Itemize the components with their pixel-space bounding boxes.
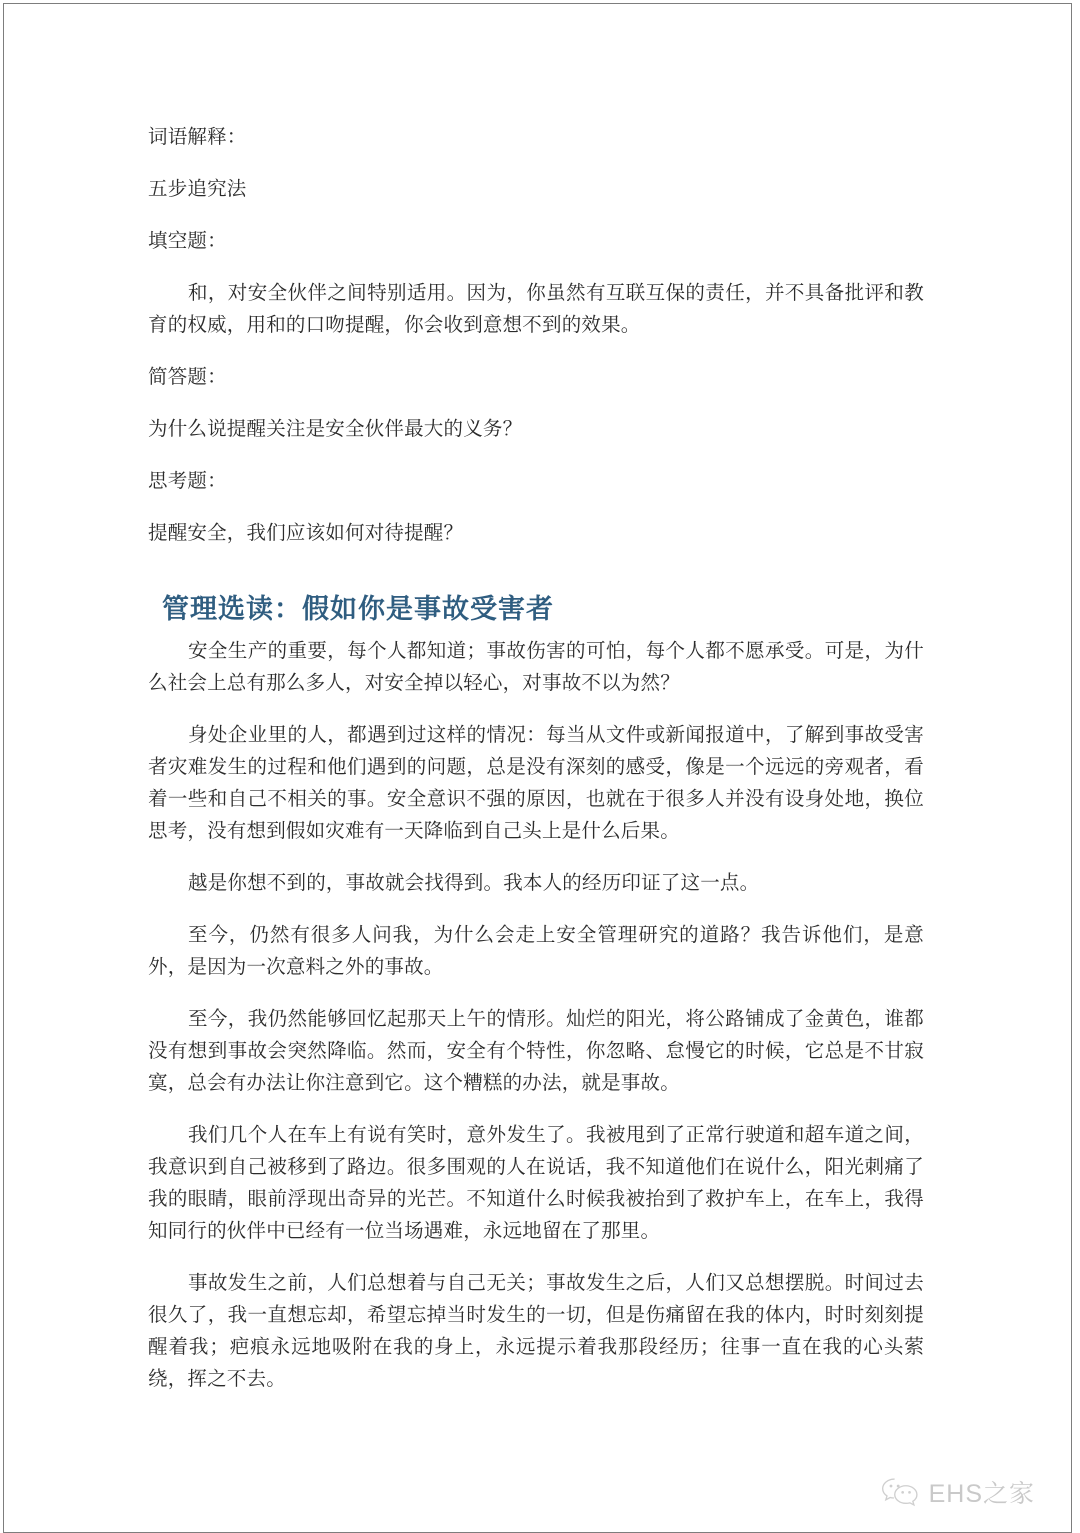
article-paragraph: 事故发生之前，人们总想着与自己无关；事故发生之后，人们又总想摆脱。时间过去很久了，我一直想忘却，希望忘掉当时发生的一切，但是伤痛留在我的体内，时时刻刻提醒着我；疤痕永远地吸附在我的身上，永远提示着我那段经历；往事一直在我的心头萦绕，挥之不去。 (148, 1273, 924, 1390)
article-paragraph: 安全生产的重要，每个人都知道；事故伤害的可怕，每个人都不愿承受。可是，为什么社会上总有那么多人，对安全掉以轻心，对事故不以为然？ (148, 641, 924, 694)
short-answer-label: 简答题： (148, 367, 227, 388)
wechat-icon (880, 1475, 920, 1509)
term-explanation-label: 词语解释： (148, 127, 247, 148)
article-paragraph: 至今，仍然有很多人问我，为什么会走上安全管理研究的道路？我告诉他们，是意外，是因为一次意料之外的事故。 (148, 925, 924, 978)
short-answer-body: 为什么说提醒关注是安全伙伴最大的义务？ (148, 419, 523, 440)
article-paragraph: 我们几个人在车上有说有笑时，意外发生了。我被甩到了正常行驶道和超车道之间，我意识到自己被移到了路边。很多围观的人在说话，我不知道他们在说什么，阳光刺痛了我的眼睛，眼前浮现出奇异的光芒。不知道什么时候我被抬到了救护车上，在车上，我得知同行的伙伴中已经有一位当场遇难，永远地留在了那里。 (148, 1125, 924, 1242)
article-paragraph: 越是你想不到的，事故就会找得到。我本人的经历印证了这一点。 (188, 873, 760, 894)
fill-blank-label: 填空题： (148, 231, 227, 252)
article-paragraph: 至今，我仍然能够回忆起那天上午的情形。灿烂的阳光，将公路铺成了金黄色，谁都没有想到事故会突然降临。然而，安全有个特性，你忽略、怠慢它的时候，它总是不甘寂寞，总会有办法让你注意到它。这个糟糕的办法，就是事故。 (148, 1009, 924, 1094)
document-content (148, 122, 924, 1396)
article-paragraph: 身处企业里的人，都遇到过这样的情况：每当从文件或新闻报道中，了解到事故受害者灾难发生的过程和他们遇到的问题，总是没有深刻的感受，像是一个远远的旁观者，看着一些和自己不相关的事。安全意识不强的原因，也就在于很多人并没有设身处地，换位思考，没有想到假如灾难有一天降临到自己头上是什么后果。 (148, 725, 924, 842)
brand-name: EHS之家 (928, 1480, 1035, 1508)
fill-blank-body: 和，对安全伙伴之间特别适用。因为，你虽然有互联互保的责任，并不具备批评和教育的权威，用和的口吻提醒，你会收到意想不到的效果。 (148, 283, 924, 336)
section-heading: 管理选读：假如你是事故受害者 (162, 594, 554, 624)
footer-watermark (880, 1474, 1035, 1510)
term-explanation-item: 五步追究法 (148, 179, 247, 200)
thinking-body: 提醒安全，我们应该如何对待提醒？ (148, 523, 464, 544)
document-page (3, 3, 1072, 1533)
thinking-label: 思考题： (148, 471, 227, 492)
